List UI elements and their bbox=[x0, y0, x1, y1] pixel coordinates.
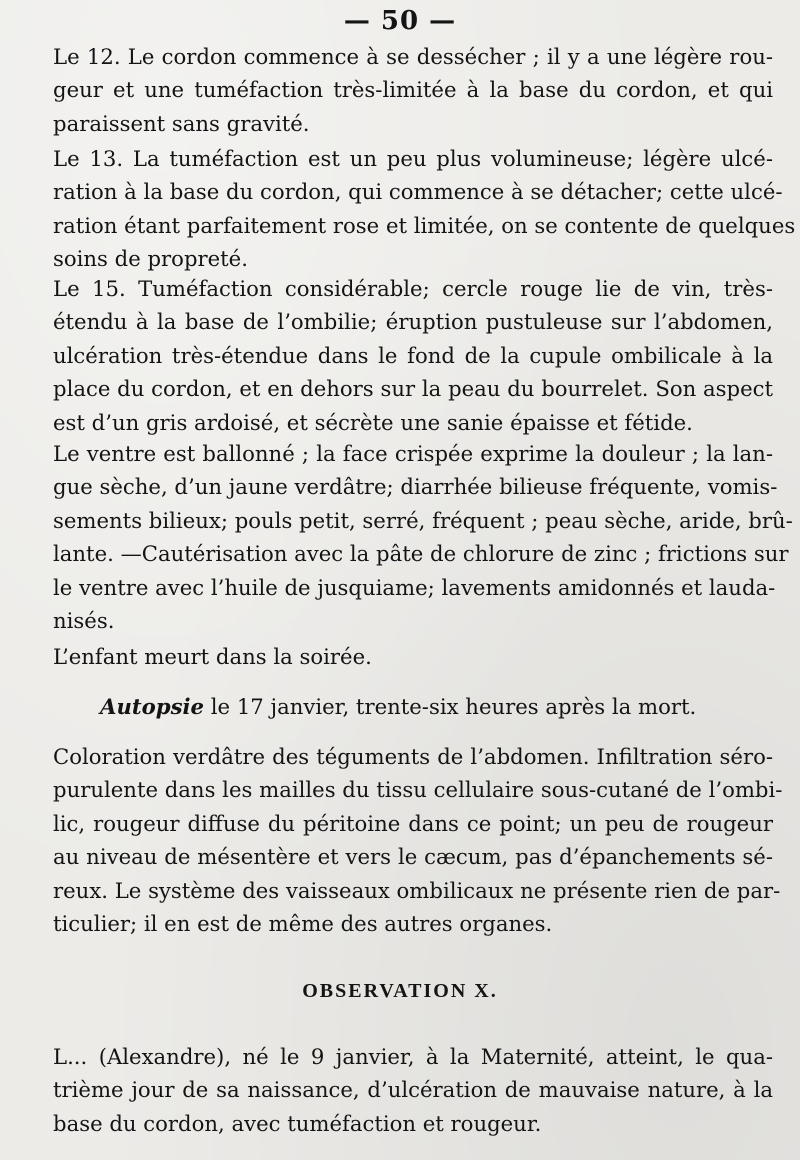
text-line: Le 12. Le cordon commence à se dessécher ; il y a une légère rou- bbox=[53, 44, 773, 69]
text-line: L’enfant meurt dans la soirée. bbox=[53, 644, 372, 669]
paragraph-death bbox=[53, 640, 773, 673]
paragraph-autopsy bbox=[53, 740, 783, 940]
text-line: lic, rougeur diffuse du péritoine dans ce point; un peu de rougeur bbox=[53, 810, 773, 836]
text-line: est d’un gris ardoisé, et sécrète une sanie épaisse et fétide. bbox=[53, 409, 693, 435]
paragraph-observation-x bbox=[53, 1040, 773, 1140]
text-line: ration étant parfaitement rose et limitée, on se contente de quelques bbox=[53, 212, 796, 238]
text-line: geur et une tuméfaction très-limitée à la base du cordon, et qui bbox=[53, 77, 773, 103]
autopsy-date: le 17 janvier, trente-six heures après la mort. bbox=[204, 694, 697, 719]
text-line: reux. Le système des vaisseaux ombilicaux ne présente rien de par- bbox=[53, 877, 781, 903]
text-line: lante. —Cautérisation avec la pâte de chlorure de zinc ; frictions sur bbox=[53, 541, 789, 567]
text-line: étendu à la base de l’ombilie; éruption pustuleuse sur l’abdomen, bbox=[53, 309, 773, 335]
text-line bbox=[100, 690, 760, 723]
text-line: Le 13. La tuméfaction est un peu plus volumineuse; légère ulcé- bbox=[53, 146, 773, 171]
text-line: paraissent sans gravité. bbox=[53, 110, 310, 136]
paragraph-symptoms bbox=[53, 437, 793, 637]
text-line: sements bilieux; pouls petit, serré, fréquent ; peau sèche, aride, brû- bbox=[53, 507, 793, 533]
paragraph-autopsy-title bbox=[100, 690, 760, 723]
text-line: ulcération très-étendue dans le fond de la cupule ombilicale à la bbox=[53, 342, 773, 368]
paragraph-day-13 bbox=[53, 142, 796, 276]
text-line: L... (Alexandre), né le 9 janvier, à la Maternité, atteint, le qua- bbox=[53, 1044, 773, 1069]
text-line: purulente dans les mailles du tissu cellulaire sous-cutané de l’ombi- bbox=[53, 777, 783, 803]
page-number: — 50 — bbox=[343, 6, 457, 36]
text-line: gue sèche, d’un jaune verdâtre; diarrhée bilieuse fréquente, vomis- bbox=[53, 474, 778, 500]
text-line: soins de propreté. bbox=[53, 246, 248, 272]
text-line: nisés. bbox=[53, 608, 115, 634]
text-line: Le ventre est ballonné ; la face crispée exprime la douleur ; la lan- bbox=[53, 441, 773, 466]
text-line: base du cordon, avec tuméfaction et rougeur. bbox=[53, 1110, 542, 1136]
text-line: trième jour de sa naissance, d’ulcération de mauvaise nature, à la bbox=[53, 1077, 773, 1103]
text-line: ticulier; il en est de même des autres organes. bbox=[53, 911, 553, 937]
autopsy-label: Autopsie bbox=[100, 694, 205, 719]
text-line: Coloration verdâtre des téguments de l’abdomen. Infiltration séro- bbox=[53, 744, 773, 769]
text-line: le ventre avec l’huile de jusquiame; lavements amidonnés et lauda- bbox=[53, 574, 776, 600]
text-line: au niveau de mésentère et vers le cæcum, pas d’épanchements sé- bbox=[53, 844, 773, 870]
text-line: place du cordon, et en dehors sur la peau du bourrelet. Son aspect bbox=[53, 376, 773, 402]
text-line: ration à la base du cordon, qui commence à se détacher; cette ulcé- bbox=[53, 179, 783, 205]
text-line: Le 15. Tuméfaction considérable; cercle rouge lie de vin, très- bbox=[53, 276, 773, 301]
section-heading: OBSERVATION X. bbox=[302, 980, 498, 1002]
paragraph-day-12 bbox=[53, 40, 773, 140]
paragraph-day-15 bbox=[53, 272, 773, 439]
